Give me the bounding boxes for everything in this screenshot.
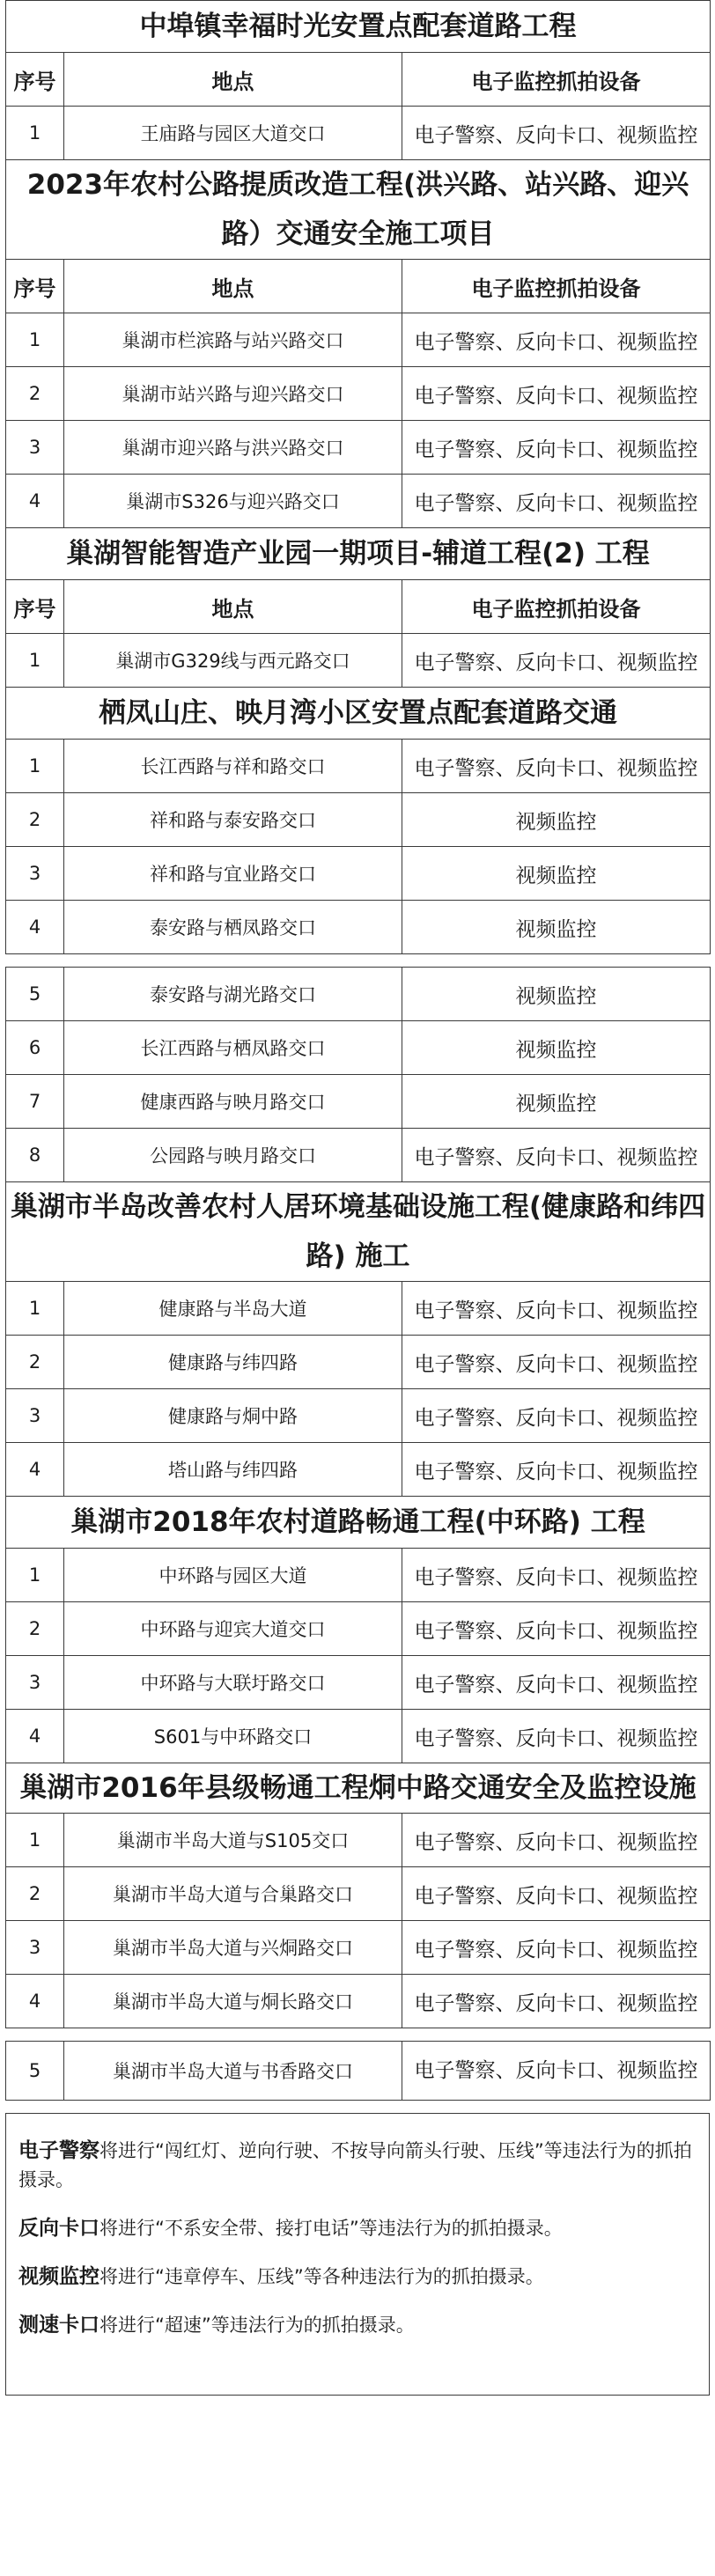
section-title: 巢湖智能智造产业园一期项目-辅道工程(2) 工程 — [6, 528, 711, 580]
row-location: 公园路与映月路交口 — [64, 1129, 402, 1182]
row-device: 电子警察、反向卡口、视频监控 — [402, 1389, 711, 1443]
row-seq: 1 — [6, 313, 64, 367]
page-gap — [0, 954, 715, 967]
row-location: 祥和路与泰安路交口 — [64, 793, 402, 847]
row-device: 电子警察、反向卡口、视频监控 — [402, 1867, 711, 1921]
note-term: 反向卡口 — [18, 2217, 100, 2240]
note-text: 将进行“不系安全带、接打电话”等违法行为的抓拍摄录。 — [100, 2218, 563, 2239]
row-device: 电子警察、反向卡口、视频监控 — [402, 634, 711, 688]
row-device: 视频监控 — [402, 1021, 711, 1075]
row-device: 电子警察、反向卡口、视频监控 — [402, 1602, 711, 1656]
section-title: 2023年农村公路提质改造工程(洪兴路、站兴路、迎兴路）交通安全施工项目 — [6, 160, 711, 260]
row-device: 电子警察、反向卡口、视频监控 — [402, 1549, 711, 1602]
row-location: 巢湖市迎兴路与洪兴路交口 — [64, 421, 402, 475]
row-device: 电子警察、反向卡口、视频监控 — [402, 1656, 711, 1710]
row-device: 电子警察、反向卡口、视频监控 — [402, 107, 711, 160]
row-location: 祥和路与宜业路交口 — [64, 847, 402, 901]
table-row — [6, 1867, 711, 1921]
header-seq: 序号 — [6, 53, 64, 107]
row-device: 电子警察、反向卡口、视频监控 — [402, 421, 711, 475]
row-location: 长江西路与祥和路交口 — [64, 740, 402, 793]
row-seq: 4 — [6, 1710, 64, 1763]
row-location: 巢湖市栏滨路与站兴路交口 — [64, 313, 402, 367]
row-seq: 7 — [6, 1075, 64, 1129]
table-row — [6, 1443, 711, 1497]
header-device: 电子监控抓拍设备 — [402, 53, 711, 107]
row-device: 电子警察、反向卡口、视频监控 — [402, 2042, 711, 2101]
note-text: 将进行“闯红灯、逆向行驶、不按导向箭头行驶、压线”等违法行为的抓拍摄录。 — [18, 2140, 692, 2190]
row-seq: 4 — [6, 1975, 64, 2028]
note-item — [18, 2311, 697, 2340]
row-device: 视频监控 — [402, 968, 711, 1021]
row-seq: 2 — [6, 793, 64, 847]
section-title: 巢湖市2016年县级畅通工程烔中路交通安全及监控设施 — [6, 1763, 711, 1814]
row-seq: 3 — [6, 421, 64, 475]
table-row — [6, 421, 711, 475]
row-seq: 5 — [6, 968, 64, 1021]
header-seq: 序号 — [6, 580, 64, 634]
row-device: 电子警察、反向卡口、视频监控 — [402, 1921, 711, 1975]
row-seq: 5 — [6, 2042, 64, 2101]
row-device: 视频监控 — [402, 793, 711, 847]
table-row — [6, 1129, 711, 1182]
row-seq: 2 — [6, 1336, 64, 1389]
projects-table-part-3 — [5, 2041, 711, 2101]
table-row — [6, 1389, 711, 1443]
table-row — [6, 1710, 711, 1763]
note-item — [18, 2263, 697, 2292]
row-location: 健康路与纬四路 — [64, 1336, 402, 1389]
row-seq: 1 — [6, 740, 64, 793]
row-seq: 4 — [6, 1443, 64, 1497]
row-seq: 1 — [6, 1549, 64, 1602]
table-row — [6, 313, 711, 367]
header-seq: 序号 — [6, 260, 64, 313]
device-notes — [5, 2113, 710, 2396]
row-location: 巢湖市半岛大道与兴烔路交口 — [64, 1921, 402, 1975]
row-location: 中环路与迎宾大道交口 — [64, 1602, 402, 1656]
row-seq: 8 — [6, 1129, 64, 1182]
row-seq: 4 — [6, 901, 64, 954]
row-location: 长江西路与栖凤路交口 — [64, 1021, 402, 1075]
table-row — [6, 107, 711, 160]
row-location: 泰安路与湖光路交口 — [64, 968, 402, 1021]
header-location: 地点 — [64, 53, 402, 107]
row-device: 视频监控 — [402, 901, 711, 954]
table-row — [6, 1021, 711, 1075]
projects-table-part-2 — [5, 967, 711, 2028]
table-row — [6, 1075, 711, 1129]
row-device: 电子警察、反向卡口、视频监控 — [402, 313, 711, 367]
row-location: 巢湖市G329线与西元路交口 — [64, 634, 402, 688]
note-term: 测速卡口 — [18, 2314, 100, 2337]
table-row — [6, 1975, 711, 2028]
table-row — [6, 367, 711, 421]
header-location: 地点 — [64, 260, 402, 313]
table-header-row — [6, 53, 711, 107]
row-seq: 2 — [6, 1867, 64, 1921]
table-row — [6, 475, 711, 528]
header-device: 电子监控抓拍设备 — [402, 260, 711, 313]
row-location: S601与中环路交口 — [64, 1710, 402, 1763]
row-seq: 1 — [6, 1282, 64, 1336]
table-header-row — [6, 580, 711, 634]
row-seq: 3 — [6, 1656, 64, 1710]
row-device: 电子警察、反向卡口、视频监控 — [402, 1129, 711, 1182]
row-device: 电子警察、反向卡口、视频监控 — [402, 1443, 711, 1497]
row-location: 中环路与大联圩路交口 — [64, 1656, 402, 1710]
row-location: 健康西路与映月路交口 — [64, 1075, 402, 1129]
row-seq: 3 — [6, 1389, 64, 1443]
row-device: 电子警察、反向卡口、视频监控 — [402, 475, 711, 528]
section-title: 中埠镇幸福时光安置点配套道路工程 — [6, 1, 711, 53]
row-location: 巢湖市半岛大道与S105交口 — [64, 1814, 402, 1867]
section-title: 栖凤山庄、映月湾小区安置点配套道路交通 — [6, 688, 711, 740]
note-text: 将进行“超速”等违法行为的抓拍摄录。 — [100, 2315, 415, 2336]
row-seq: 2 — [6, 1602, 64, 1656]
table-row — [6, 1602, 711, 1656]
row-location: 健康路与半岛大道 — [64, 1282, 402, 1336]
table-row — [6, 793, 711, 847]
row-device: 电子警察、反向卡口、视频监控 — [402, 1282, 711, 1336]
table-row — [6, 1814, 711, 1867]
note-text: 将进行“违章停车、压线”等各种违法行为的抓拍摄录。 — [100, 2266, 544, 2287]
row-device: 电子警察、反向卡口、视频监控 — [402, 367, 711, 421]
row-seq: 2 — [6, 367, 64, 421]
row-seq: 1 — [6, 634, 64, 688]
page-gap — [0, 2028, 715, 2041]
row-device: 电子警察、反向卡口、视频监控 — [402, 740, 711, 793]
header-device: 电子监控抓拍设备 — [402, 580, 711, 634]
note-term: 电子警察 — [18, 2139, 100, 2162]
row-location: 巢湖市半岛大道与烔长路交口 — [64, 1975, 402, 2028]
table-row — [6, 1656, 711, 1710]
table-row — [6, 1282, 711, 1336]
row-seq: 3 — [6, 847, 64, 901]
row-device: 视频监控 — [402, 847, 711, 901]
row-location: 巢湖市S326与迎兴路交口 — [64, 475, 402, 528]
row-device: 电子警察、反向卡口、视频监控 — [402, 1814, 711, 1867]
row-device: 电子警察、反向卡口、视频监控 — [402, 1710, 711, 1763]
page-gap — [0, 2101, 715, 2113]
table-row — [6, 2042, 711, 2101]
note-item — [18, 2214, 697, 2243]
row-location: 健康路与烔中路 — [64, 1389, 402, 1443]
row-device: 视频监控 — [402, 1075, 711, 1129]
row-location: 泰安路与栖凤路交口 — [64, 901, 402, 954]
table-row — [6, 1336, 711, 1389]
note-term: 视频监控 — [18, 2265, 100, 2288]
section-title: 巢湖市2018年农村道路畅通工程(中环路) 工程 — [6, 1497, 711, 1549]
row-device: 电子警察、反向卡口、视频监控 — [402, 1975, 711, 2028]
row-device: 电子警察、反向卡口、视频监控 — [402, 1336, 711, 1389]
row-location: 中环路与园区大道 — [64, 1549, 402, 1602]
table-row — [6, 968, 711, 1021]
table-header-row — [6, 260, 711, 313]
table-row — [6, 1549, 711, 1602]
table-row — [6, 1921, 711, 1975]
table-row — [6, 634, 711, 688]
row-seq: 6 — [6, 1021, 64, 1075]
row-location: 塔山路与纬四路 — [64, 1443, 402, 1497]
section-title: 巢湖市半岛改善农村人居环境基础设施工程(健康路和纬四路) 施工 — [6, 1182, 711, 1282]
header-location: 地点 — [64, 580, 402, 634]
row-location: 巢湖市站兴路与迎兴路交口 — [64, 367, 402, 421]
table-row — [6, 847, 711, 901]
row-location: 巢湖市半岛大道与书香路交口 — [64, 2042, 402, 2101]
table-row — [6, 740, 711, 793]
row-seq: 3 — [6, 1921, 64, 1975]
note-item — [18, 2137, 697, 2195]
row-seq: 1 — [6, 1814, 64, 1867]
row-location: 巢湖市半岛大道与合巢路交口 — [64, 1867, 402, 1921]
row-seq: 1 — [6, 107, 64, 160]
table-row — [6, 901, 711, 954]
row-location: 王庙路与园区大道交口 — [64, 107, 402, 160]
row-seq: 4 — [6, 475, 64, 528]
projects-table-part-1 — [5, 0, 711, 954]
